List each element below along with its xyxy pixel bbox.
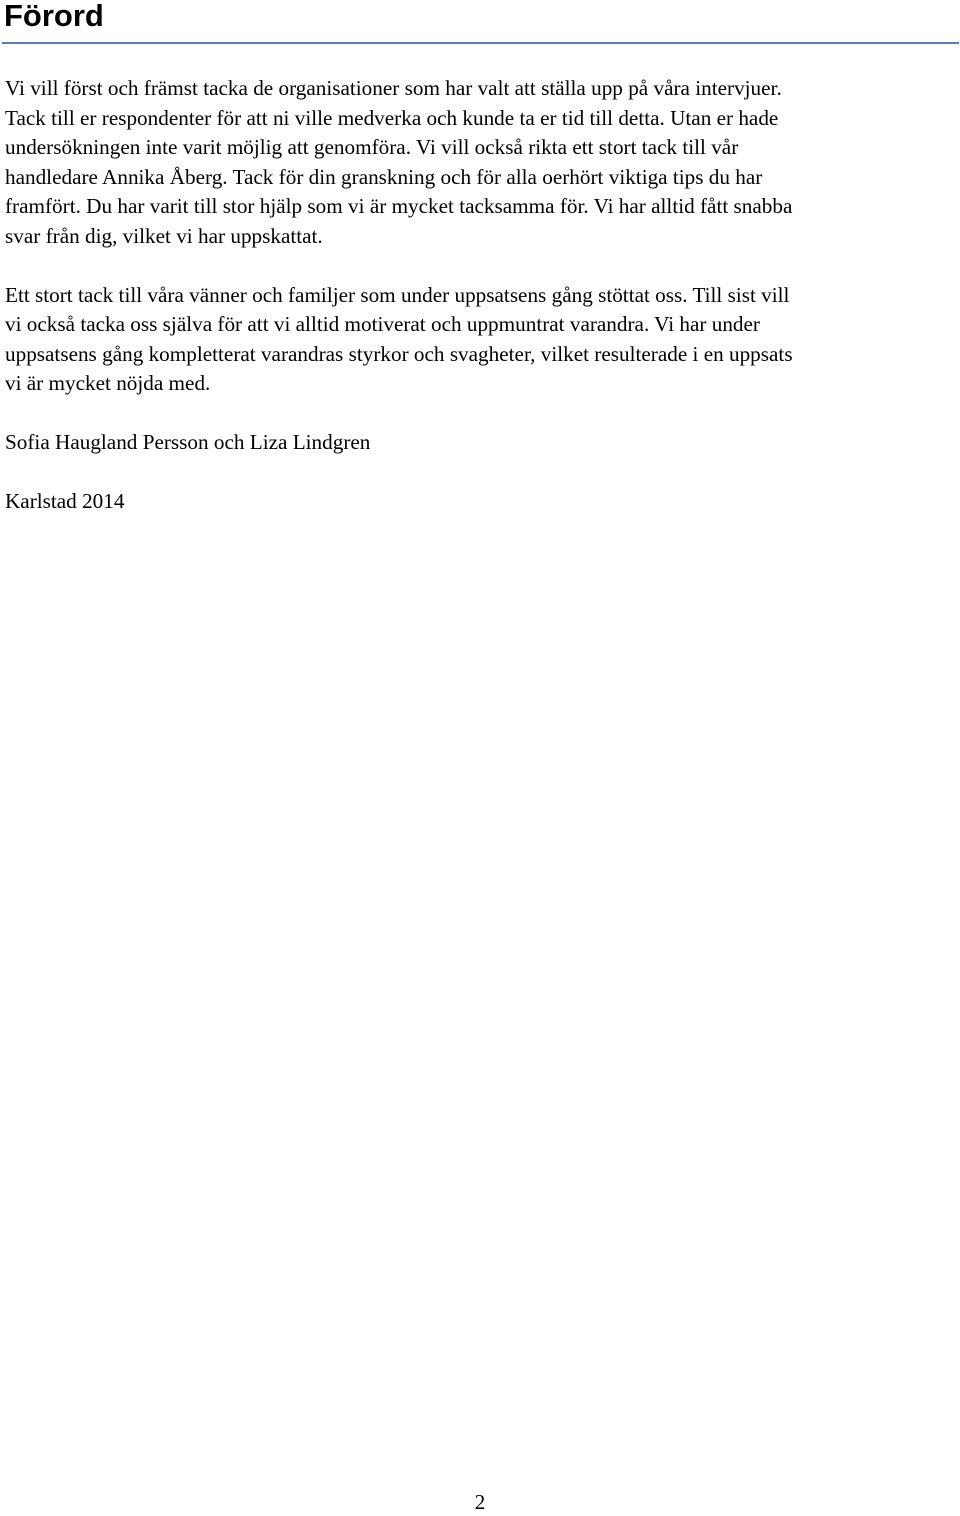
paragraph-line: undersökningen inte varit möjlig att genomföra. Vi vill också rikta ett stort tack till vår bbox=[5, 135, 739, 159]
paragraph-line: svar från dig, vilket vi har uppskattat. bbox=[5, 223, 323, 248]
document-body bbox=[5, 74, 955, 546]
author-signature: Sofia Haugland Persson och Liza Lindgren bbox=[5, 430, 371, 454]
paragraph-line: uppsatsens gång kompletterat varandras styrkor och svagheter, vilket resulterade i en uppsats bbox=[5, 341, 793, 366]
paragraph-line: Vi vill först och främst tacka de organisationer som har valt att ställa upp på våra intervjuer. bbox=[5, 76, 782, 100]
paragraph-line: Tack till er respondenter för att ni ville medverka och kunde ta er tid till detta. Utan er hade bbox=[5, 105, 779, 130]
paragraph-line: vi också tacka oss själva för att vi alltid motiverat och uppmuntrat varandra. Vi har under bbox=[5, 312, 760, 336]
page-number: 2 bbox=[474, 1490, 486, 1514]
page-heading: Förord bbox=[4, 0, 104, 33]
paragraph-line: handledare Annika Åberg. Tack för din granskning och för alla oerhört viktiga tips du har bbox=[5, 164, 763, 189]
paragraph-line: framfört. Du har varit till stor hjälp som vi är mycket tacksamma för. Vi har alltid fått snabba bbox=[5, 194, 793, 218]
heading-underline-rule bbox=[2, 42, 959, 44]
paragraph-line: vi är mycket nöjda med. bbox=[5, 371, 211, 395]
place-and-year: Karlstad 2014 bbox=[5, 489, 125, 513]
acknowledgement-paragraph-2 bbox=[5, 281, 955, 399]
acknowledgement-paragraph-1 bbox=[5, 74, 955, 251]
paragraph-line: Ett stort tack till våra vänner och familjer som under uppsatsens gång stöttat oss. Till sist vill bbox=[5, 282, 790, 307]
